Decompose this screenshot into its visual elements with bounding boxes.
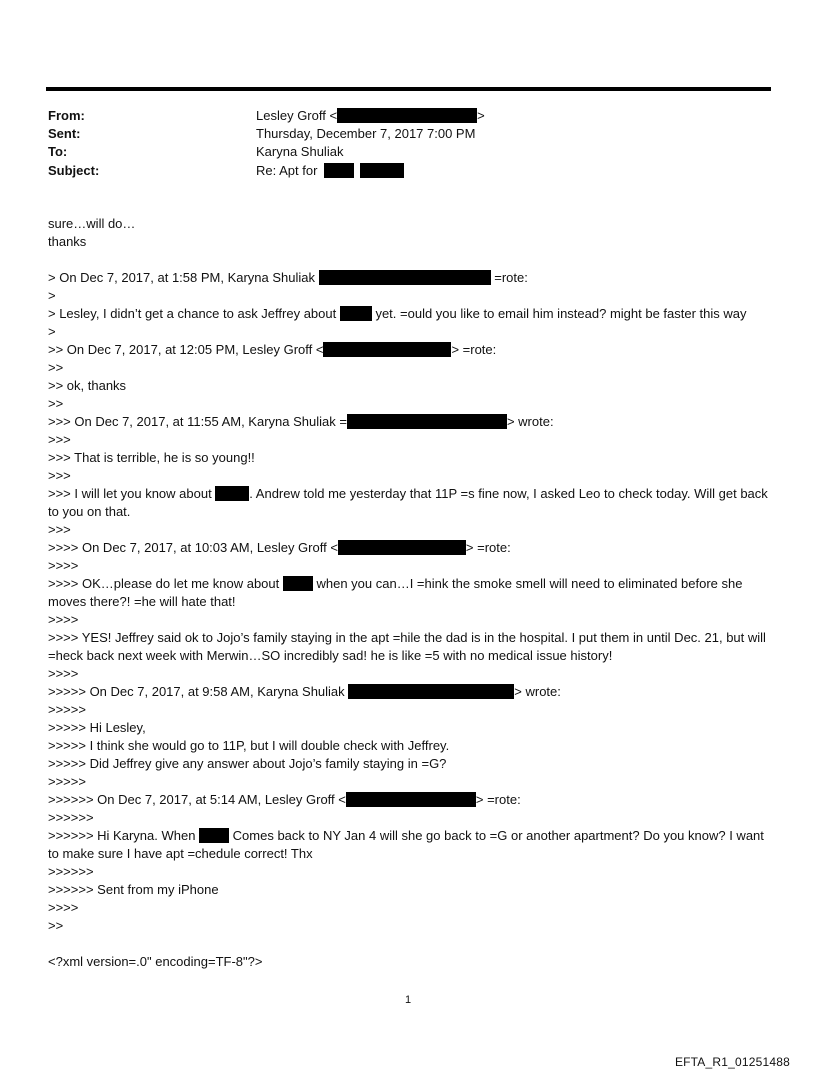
- quote-line: > Lesley, I didn’t get a chance to ask Jeffrey about yet. =ould you like to email him instead? might be faster this way: [48, 306, 747, 321]
- quote-line: >>>: [48, 468, 71, 483]
- body-line: thanks: [48, 234, 87, 249]
- quote-line: >>>>> On Dec 7, 2017, at 9:58 AM, Karyna Shuliak > wrote:: [48, 684, 561, 699]
- sent-value: Thursday, December 7, 2017 7:00 PM: [256, 126, 476, 141]
- to-value: Karyna Shuliak: [256, 144, 344, 159]
- redaction-block: [323, 342, 451, 357]
- quote-line: > On Dec 7, 2017, at 1:58 PM, Karyna Shuliak =rote:: [48, 270, 528, 285]
- page-number: 1: [404, 994, 412, 1006]
- quote-line: >>>>> Did Jeffrey give any answer about Jojo’s family staying in =G?: [48, 756, 447, 771]
- quote-line: >>>: [48, 522, 71, 537]
- redaction-block: [324, 163, 354, 178]
- quote-line: >>: [48, 396, 64, 411]
- quote-line: >>: [48, 918, 64, 933]
- quote-line: >>>>>>: [48, 810, 94, 825]
- from-tail: >: [477, 108, 485, 123]
- xml-declaration: <?xml version=.0" encoding=TF-8"?>: [48, 954, 263, 969]
- redaction-block: [346, 792, 476, 807]
- quote-line: >>: [48, 360, 64, 375]
- quote-line: >>>>>: [48, 774, 86, 789]
- redaction-block: [199, 828, 229, 843]
- redaction-block: [360, 163, 404, 178]
- header-rule: [46, 87, 771, 91]
- quote-line: >>> On Dec 7, 2017, at 11:55 AM, Karyna Shuliak = > wrote:: [48, 414, 554, 429]
- quote-line: >: [48, 324, 56, 339]
- redaction-block: [215, 486, 249, 501]
- quote-line: >>>>: [48, 558, 79, 573]
- quote-line: >>>>: [48, 612, 79, 627]
- quote-line: >>>>> I think she would go to 11P, but I will double check with Jeffrey.: [48, 738, 450, 753]
- body-line: sure…will do…: [48, 216, 136, 231]
- sent-label: Sent:: [48, 126, 81, 141]
- bates-number: EFTA_R1_01251488: [674, 1055, 790, 1069]
- redaction-block: [348, 684, 514, 699]
- quote-line: >>>>>> On Dec 7, 2017, at 5:14 AM, Lesley Groff < > =rote:: [48, 792, 521, 807]
- redaction-block: [337, 108, 477, 123]
- quote-line: >>>>> Hi Lesley,: [48, 720, 146, 735]
- subject-value: [256, 162, 404, 180]
- quote-line: >>>>>: [48, 702, 86, 717]
- quote-line: >>>> OK…please do let me know about when you can…I =hink the smoke smell will need to eliminated before she moves there?! =he will hate that!: [48, 576, 743, 609]
- quote-line: >>>>>> Hi Karyna. When Comes back to NY Jan 4 will she go back to =G or another apartment? Do you know? I want to make sure I have apt =chedule correct! Thx: [48, 828, 764, 861]
- redaction-block: [340, 306, 372, 321]
- quote-line: >> ok, thanks: [48, 378, 127, 393]
- quote-line: >>>>>> Sent from my iPhone: [48, 882, 219, 897]
- quote-line: >> On Dec 7, 2017, at 12:05 PM, Lesley Groff < > =rote:: [48, 342, 497, 357]
- redaction-block: [338, 540, 466, 555]
- quote-line: >>>>: [48, 900, 79, 915]
- quote-line: >>>>: [48, 666, 79, 681]
- quote-line: >>>> YES! Jeffrey said ok to Jojo’s family staying in the apt =hile the dad is in the hospital. I put them in until Dec. 21, but will =heck back next week with Merwin…SO incredibly sad! he is like =5 with no medical issue history!: [48, 630, 766, 663]
- subject-label: Subject:: [48, 163, 100, 178]
- from-label: From:: [48, 108, 85, 123]
- quote-line: >: [48, 288, 56, 303]
- quote-line: >>>> On Dec 7, 2017, at 10:03 AM, Lesley Groff < > =rote:: [48, 540, 511, 555]
- subject-text: Re: Apt for: [256, 163, 318, 178]
- redaction-block: [283, 576, 313, 591]
- quote-line: >>> I will let you know about . Andrew told me yesterday that 11P =s fine now, I asked Leo to check today. Will get back to you on that.: [48, 486, 768, 519]
- from-name: Lesley Groff <: [256, 108, 338, 123]
- quote-line: >>>>>>: [48, 864, 94, 879]
- redaction-block: [319, 270, 491, 285]
- email-body: [48, 215, 774, 971]
- redaction-block: [347, 414, 507, 429]
- quote-line: >>> That is terrible, he is so young!!: [48, 450, 255, 465]
- quote-line: >>>: [48, 432, 71, 447]
- to-label: To:: [48, 144, 68, 159]
- from-value: [256, 107, 485, 125]
